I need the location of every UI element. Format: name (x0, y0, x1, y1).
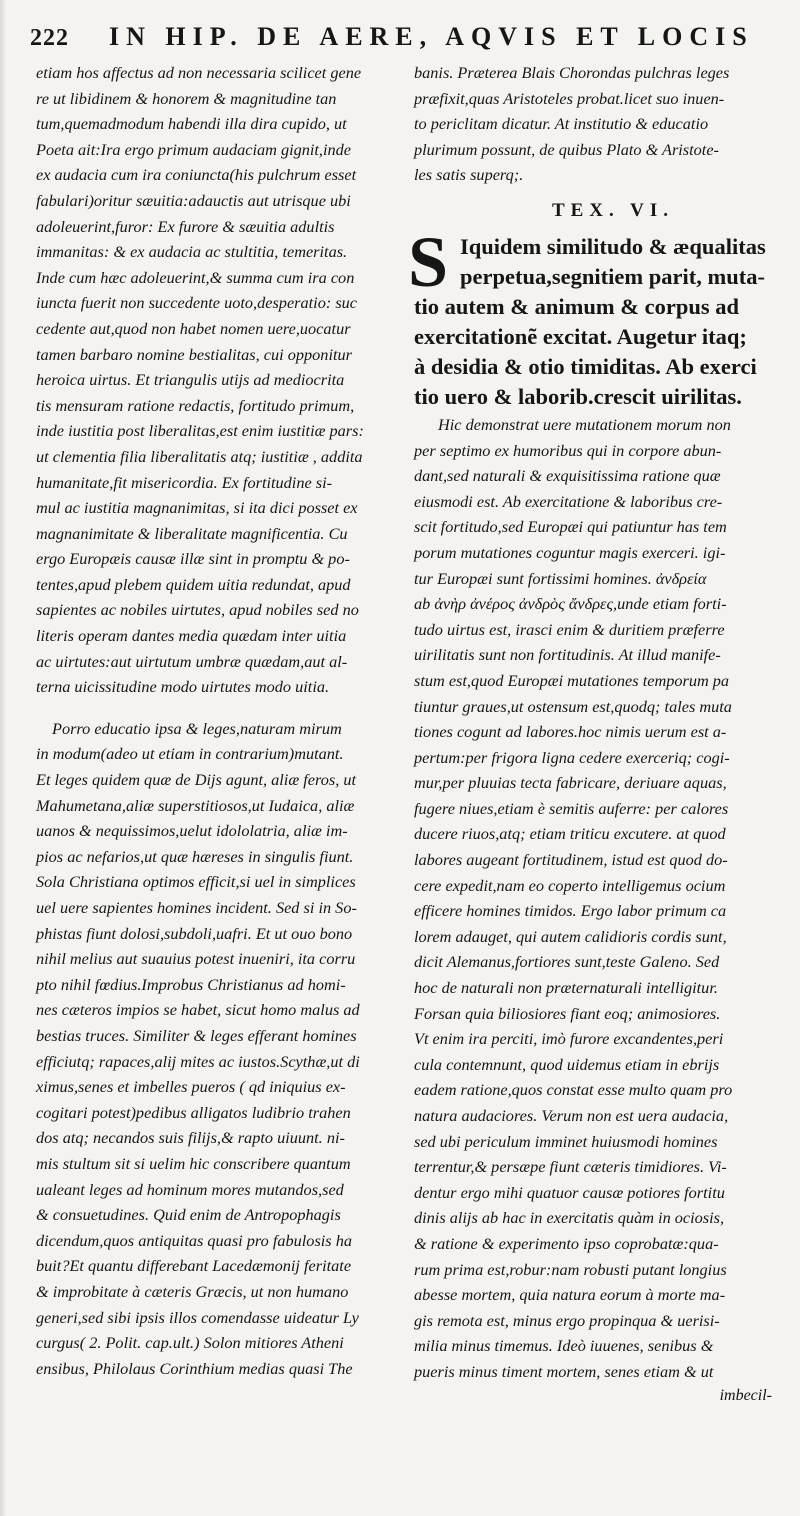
text-line: nes cæteros impios se habet, sicut homo malus ad (36, 1000, 360, 1020)
text-line: nihil melius aut suauius potest inueniri, ita corru (36, 949, 356, 969)
text-line: porum mutationes coguntur magis exerceri. igi- (414, 542, 726, 562)
text-line: eadem ratione,quos constat esse multo quam pro (414, 1080, 733, 1100)
text-line: fugere niues,etiam è semitis auferre: per calores (414, 798, 729, 818)
folio-number: 222 (30, 25, 69, 51)
text-line: ensibus, Philolaus Corinthium medias quasi The (36, 1358, 353, 1378)
text-line: dentur ergo mihi quatuor causæ potiores fortitu (414, 1182, 725, 1202)
text-line: tur Europæi sunt fortissimi homines. ἀνδρεία (414, 568, 707, 588)
text-line: sapientes ac nobiles uirtutes, apud nobiles sed no (36, 600, 359, 620)
text-line: ergo Europæis causæ illæ sint in promptu & po- (36, 549, 350, 569)
text-line: ximus,senes et imbelles pueros ( qd iniquius ex- (36, 1077, 346, 1097)
text-line: bestias truces. Similiter & leges efferant homines (36, 1025, 357, 1045)
catchword: imbecil- (719, 1386, 772, 1404)
right-intro-paragraph (414, 60, 772, 188)
text-line: natura audaciores. Verum non est uera audacia, (414, 1106, 729, 1125)
text-line: eiusmodi est. Ab exercitatione & laboribus cre- (414, 491, 723, 511)
text-line: re ut libidinem & honorem & magnitudine tan (36, 88, 337, 108)
text-line: & ratione & experimento ipso coprobatæ:qua- (414, 1233, 719, 1253)
text-line: Poeta ait:Ira ergo primum audaciam gignit,inde (36, 139, 352, 159)
text-line: tum,quemadmodum habendi illa dira cupido, ut (36, 114, 347, 134)
text-line: ut clementia filia liberalitatis atq; iustitiæ , addita (36, 446, 363, 466)
text-line: labores augeant fortitudinem, istud est quod do- (414, 850, 728, 870)
text-line: per septimo ex humoribus qui in corpore abun- (414, 440, 722, 460)
hippocrates-text-line: tio autem & animum & corpus ad (414, 293, 739, 319)
text-line: Et leges quidem quæ de Dijs agunt, aliæ feros, ut (36, 770, 357, 790)
left-paragraph-1 (36, 60, 396, 700)
left-paragraph-2 (36, 716, 396, 1381)
text-line: terna uicissitudine modo uirtutes modo uitia. (36, 677, 330, 697)
text-line: sed ubi periculum imminet huiusmodi homines (414, 1131, 718, 1151)
text-line: ualeant leges ad hominum mores mutandos,sed (36, 1179, 344, 1199)
text-line: tentes,apud plebem quidem uitia redundat, apud (36, 574, 351, 594)
text-line: dant,sed naturali & exquisitissima ratione quæ (414, 466, 721, 486)
text-line: Inde cum hæc adoleuerint,& summa cum ira con (36, 267, 355, 287)
text-line: magnanimitate & liberalitate magnificentia. Cu (36, 523, 348, 543)
text-line: ab ἀνὴρ ἀνέρος ἀνδρὸς ἄνδρες,unde etiam forti- (414, 594, 727, 614)
text-line: lorem adauget, qui autem calidioris cordis sunt, (414, 926, 727, 946)
text-line: stum est,quod Europæi mutationes temporum pa (414, 670, 730, 690)
text-line: plurimum possunt, de quibus Plato & Aristote- (414, 139, 719, 159)
text-line: abesse mortem, quia natura eorum à morte ma- (414, 1285, 726, 1305)
text-line: scit fortitudo,sed Europæi qui patiuntur has tem (414, 517, 727, 537)
text-line: les satis superq;. (414, 165, 524, 185)
text-line: ducere riuos,atq; etiam triticu excutere. at quod (414, 824, 726, 844)
text-line: etiam hos affectus ad non necessaria scilicet gene (36, 63, 362, 82)
text-line: efficere homines timidos. Ergo labor primum ca (414, 901, 727, 921)
text-line: literis operam dantes media quædam inter uitia (36, 626, 347, 646)
text-line: immanitas: & ex audacia ac stultitia, temeritas. (36, 242, 348, 262)
text-line: cula contemnunt, quod uidemus etiam in ebrijs (414, 1054, 720, 1074)
drop-cap: S (408, 221, 449, 302)
scan-edge-shadow (0, 0, 6, 1516)
text-line: cere expedit,nam eo coperto intelligemus ocium (414, 875, 726, 895)
hippocrates-text-line: exercitationẽ excitat. Augetur itaq; (414, 323, 747, 349)
text-line: generi,sed sibi ipsis illos comendasse uideatur Ly (36, 1307, 359, 1327)
text-line: tiones cogunt ad labores.hoc nimis uerum est a- (414, 722, 727, 742)
text-line: dinis alijs ab hac in exercitatis quàm in ociosis, (414, 1208, 725, 1228)
text-line: Mahumetana,aliæ superstitiosos,ut Iudaica, aliæ (36, 795, 355, 815)
text-line: dos atq; necandos suis filijs,& rapto uiuunt. ni- (36, 1128, 345, 1148)
text-line: efficiutq; rapaces,alij mites ac iustos.Scythæ,ut di (36, 1051, 360, 1071)
text-line: inde iustitia post liberalitas,est enim iustitiæ pars: (36, 421, 364, 441)
text-line: iuncta fuerit non succedente uoto,desperatio: suc (36, 293, 358, 313)
text-line: phistas fiunt dolosi,subdoli,uafri. Et ut ouo bono (36, 923, 353, 943)
text-line: Vt enim ira perciti, imò furore excandentes,peri (414, 1029, 724, 1049)
text-line: tamen barbaro nomine bestialitas, cui opponitur (36, 344, 352, 364)
hippocrates-text-line: à desidia & otio timiditas. Ab exerci (414, 353, 757, 379)
text-line: pto nihil fœdius.Improbus Christianus ad homi- (36, 974, 346, 994)
hippocrates-text (408, 221, 772, 412)
text-line: mul ac iustitia magnanimitas, si ita dici posset ex (36, 498, 358, 518)
text-line: & consuetudines. Quid enim de Antropophagis (36, 1205, 341, 1225)
commentary-paragraph (414, 412, 772, 1385)
text-line: ac uirtutes:aut uirtutum umbræ quædam,aut al- (36, 651, 348, 671)
hippocrates-text-line: tio uero & laborib.crescit uirilitas. (414, 383, 742, 409)
text-line: Porro educatio ipsa & leges,naturam mirum (52, 718, 342, 738)
text-line: in modum(adeo ut etiam in contrarium)mutant. (36, 744, 344, 764)
text-line: præfixit,quas Aristoteles probat.licet suo inuen- (414, 88, 725, 108)
text-line: Sola Christiana optimos efficit,si uel in simplices (36, 872, 356, 892)
text-line: tudo uirtus est, irasci enim & duritiem præferre (414, 619, 725, 639)
text-line: curgus( 2. Polit. cap.ult.) Solon mitiores Atheni (36, 1333, 344, 1353)
text-line: pios ac nefarios,ut quæ hæreses in singulis fiunt. (36, 846, 354, 866)
text-line: uirilitatis sunt non fortitudinis. At illud manife- (414, 645, 721, 665)
text-line: terrentur,& persæpe fiunt cæteris timidiores. Vi- (414, 1157, 727, 1177)
right-column (408, 60, 772, 1405)
text-line: to periclitam dicatur. At institutio & educatio (414, 114, 709, 134)
text-line: gis remota est, minus ergo propinqua & uerisi- (414, 1310, 720, 1330)
text-line: Hic demonstrat uere mutationem morum non (438, 414, 731, 434)
text-line: uanos & nequissimos,uelut idololatria, aliæ im- (36, 821, 348, 841)
text-line: mis stultum sit si uelim hic conscribere quantum (36, 1153, 351, 1173)
text-line: adoleuerint,furor: Ex furore & sæuitia adultis (36, 216, 335, 236)
text-line: Forsan quia biliosiores fiant eoq; animosiores. (414, 1003, 721, 1023)
left-column (36, 60, 396, 1381)
text-line: rum prima est,robur:nam robusti putant longius (414, 1259, 727, 1279)
section-heading: TEX. VI. (551, 199, 675, 221)
text-line: dicit Alemanus,fortiores sunt,teste Galeno. Sed (414, 952, 720, 972)
text-line: mur,per pluuias tecta fabricare, deriuare aquas, (414, 773, 727, 793)
text-line: pertum:per frigora ligna cedere exerceriq; cogi- (414, 747, 730, 767)
text-line: & improbitate à cæteris Græcis, ut non humano (36, 1281, 349, 1301)
text-line: tiuntur graues,ut ostensum est,quodq; tales muta (414, 696, 732, 716)
hippocrates-text-line: Iquidem similitudo & æqualitas (460, 233, 766, 259)
text-line: fabulari)oritur sæuitia:adauctis aut utrisque ubi (36, 190, 351, 210)
text-line: uel uere sapientes homines incident. Sed si in So- (36, 898, 357, 917)
text-line: ex audacia cum ira coniuncta(his pulchrum esset (36, 165, 357, 185)
text-line: buit?Et quantu differebant Lacedæmonij feritate (36, 1256, 352, 1276)
text-line: humanitate,fit misericordia. Ex fortitudine si- (36, 472, 333, 492)
running-title: IN HIP. DE AERE, AQVIS ET LOCIS (109, 22, 754, 51)
text-line: pueris minus timent mortem, senes etiam & ut (414, 1361, 714, 1381)
text-line: hoc de naturali non præternaturali intelligitur. (414, 978, 718, 998)
text-line: heroica uirtus. Et triangulis utijs ad mediocrita (36, 370, 345, 390)
text-line: milia minus timemus. Ideò iuuenes, senibus & (414, 1336, 714, 1356)
hippocrates-text-line: perpetua,segnitiem parit, muta- (460, 263, 765, 289)
text-line: cedente aut,quod non habet nomen uere,uocatur (36, 318, 351, 338)
text-line: cogitari potest)pedibus alligatos ludibrio trahen (36, 1102, 351, 1122)
text-line: dicendum,quos antiquitas quasi pro fabulosis ha (36, 1230, 352, 1250)
page-header (30, 22, 754, 62)
text-line: banis. Præterea Blais Chorondas pulchras leges (414, 63, 730, 82)
text-line: tis mensuram ratione redactis, fortitudo primum, (36, 395, 355, 415)
